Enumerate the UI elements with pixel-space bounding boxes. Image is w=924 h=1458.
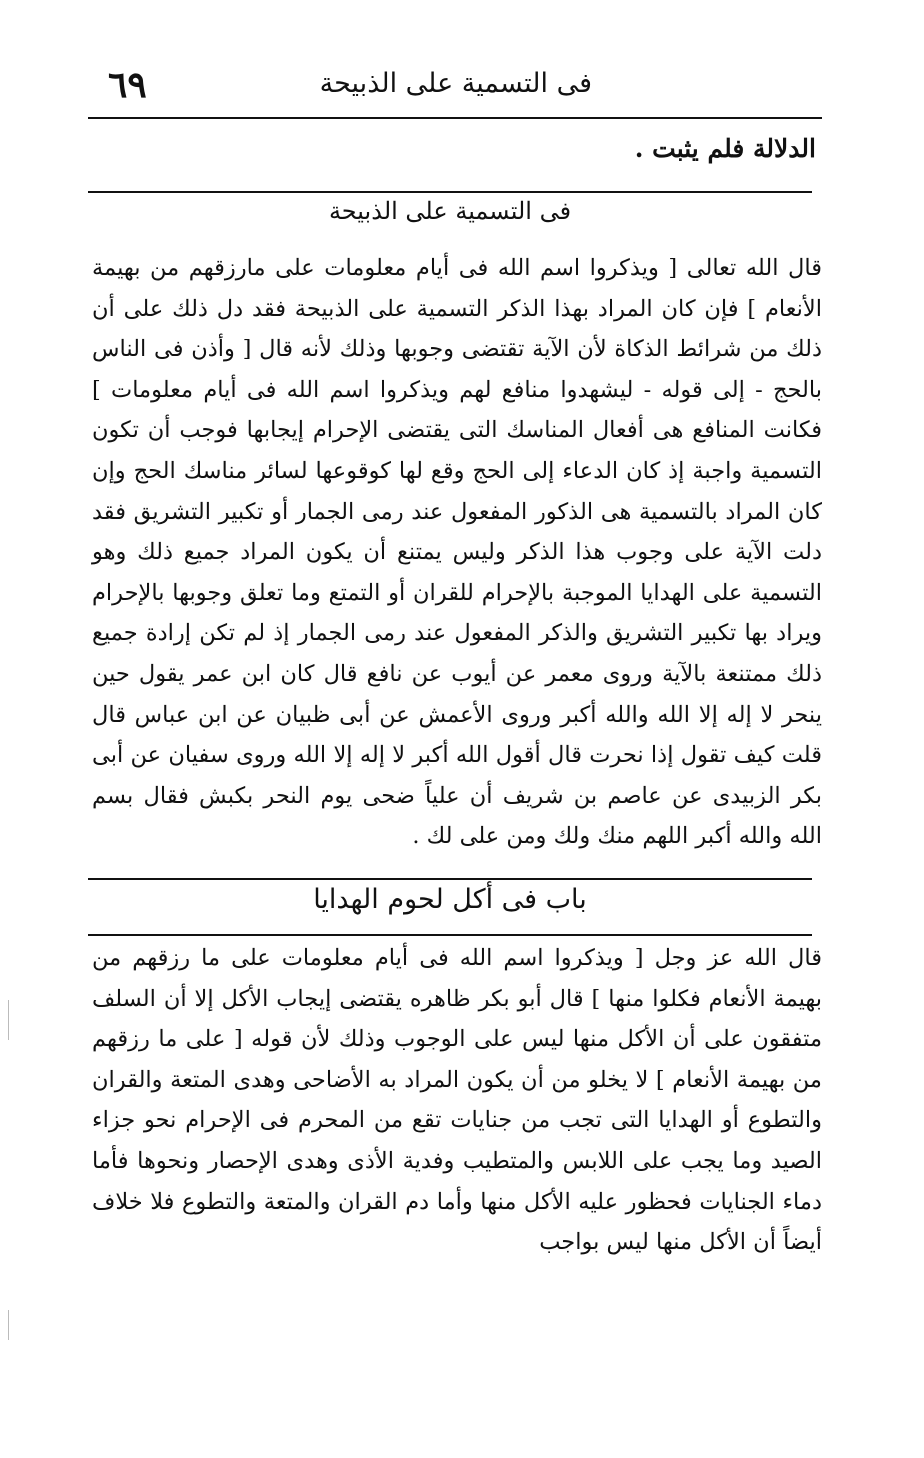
paragraph: قال الله تعالى [ ويذكروا اسم الله فى أيام معلومات على مارزقهم من بهيمة الأنعام ] فإن كان المراد بهذا الذكر التسمية على الذبيحة فقد دل ذلك على أن ذلك من شرائط الذكاة لأن الآية تقتضى وجوبها وذلك لأنه قال [ وأذن فى الناس بالحج - إلى قوله - ليشهدوا منافع لهم ويذكروا اسم الله فى أيام معلومات ] فكانت المنافع هى أفعال المناسك التى يقتضى الإحرام إيجابها فوجب أن تكون التسمية واجبة إذ كان الدعاء إلى الحج وقع لها كوقوعها لسائر مناسك الحج وإن كان المراد بالتسمية هى الذكور المفعول عند رمى الجمار أو تكبير التشريق فقد دلت الآية على وجوب هذا الذكر وليس يمتنع أن يكون المراد جميع ذلك وهو التسمية على الهدايا الموجبة بالإحرام للقران أو التمتع وما تعلق وجوبها بالإحرام ويراد بها تكبير التشريق والذكر المفعول عند رمى الجمار إذ لم تكن إرادة جميع ذلك ممتنعة بالآية وروى معمر عن أيوب عن نافع قال كان ابن عمر يقول حين ينحر لا إله إلا الله والله أكبر وروى الأعمش عن أبى ظبيان عن ابن عباس قال قلت كيف تقول إذا نحرت قال أقول الله أكبر لا إله إلا الله وروى سفيان عن أبى بكر الزبيدى عن عاصم بن شريف أن علياً ضحى يوم النحر بكبش فقال بسم الله والله أكبر اللهم منك ولك ومن على لك . [92,255,822,850]
scan-margin-mark [8,1000,9,1040]
page-header [88,64,832,120]
section-title-hadaya: باب فى أكل لحوم الهدايا [313,884,587,915]
section-divider [88,878,812,880]
header-rule [88,117,822,119]
title-underline [88,934,812,936]
section-title-tasmiya: فى التسمية على الذبيحة [328,197,572,225]
running-title: فى التسمية على الذبيحة [319,68,592,99]
section-body-tasmiya [92,248,822,857]
carry-over-text: الدلالة فلم يثبت . [634,134,816,163]
scan-margin-mark [8,1310,9,1340]
page-number: ٦٩ [108,64,147,106]
section-divider [88,191,812,193]
paragraph: قال الله عز وجل [ ويذكروا اسم الله فى أيام معلومات على ما رزقهم من بهيمة الأنعام فكلوا منها ] قال أبو بكر ظاهره يقتضى إيجاب الأكل إلا أن السلف متفقون على أن الأكل منها ليس على الوجوب وذلك لأن قوله [ على ما رزقهم من بهيمة الأنعام ] لا يخلو من أن يكون المراد به الأضاحى وهدى المتعة والقران والتطوع أو الهدايا التى تجب من جنايات تقع من المحرم فى الإحرام نحو جزاء الصيد وما يجب على اللابس والمتطيب وفدية الأذى وهدى الإحصار ونحوها فأما دماء الجنايات فحظور عليه الأكل منها وأما دم القران والمتعة والتطوع فلا خلاف أيضاً أن الأكل منها ليس بواجب [92,945,822,1256]
section-body-hadaya [92,938,822,1263]
